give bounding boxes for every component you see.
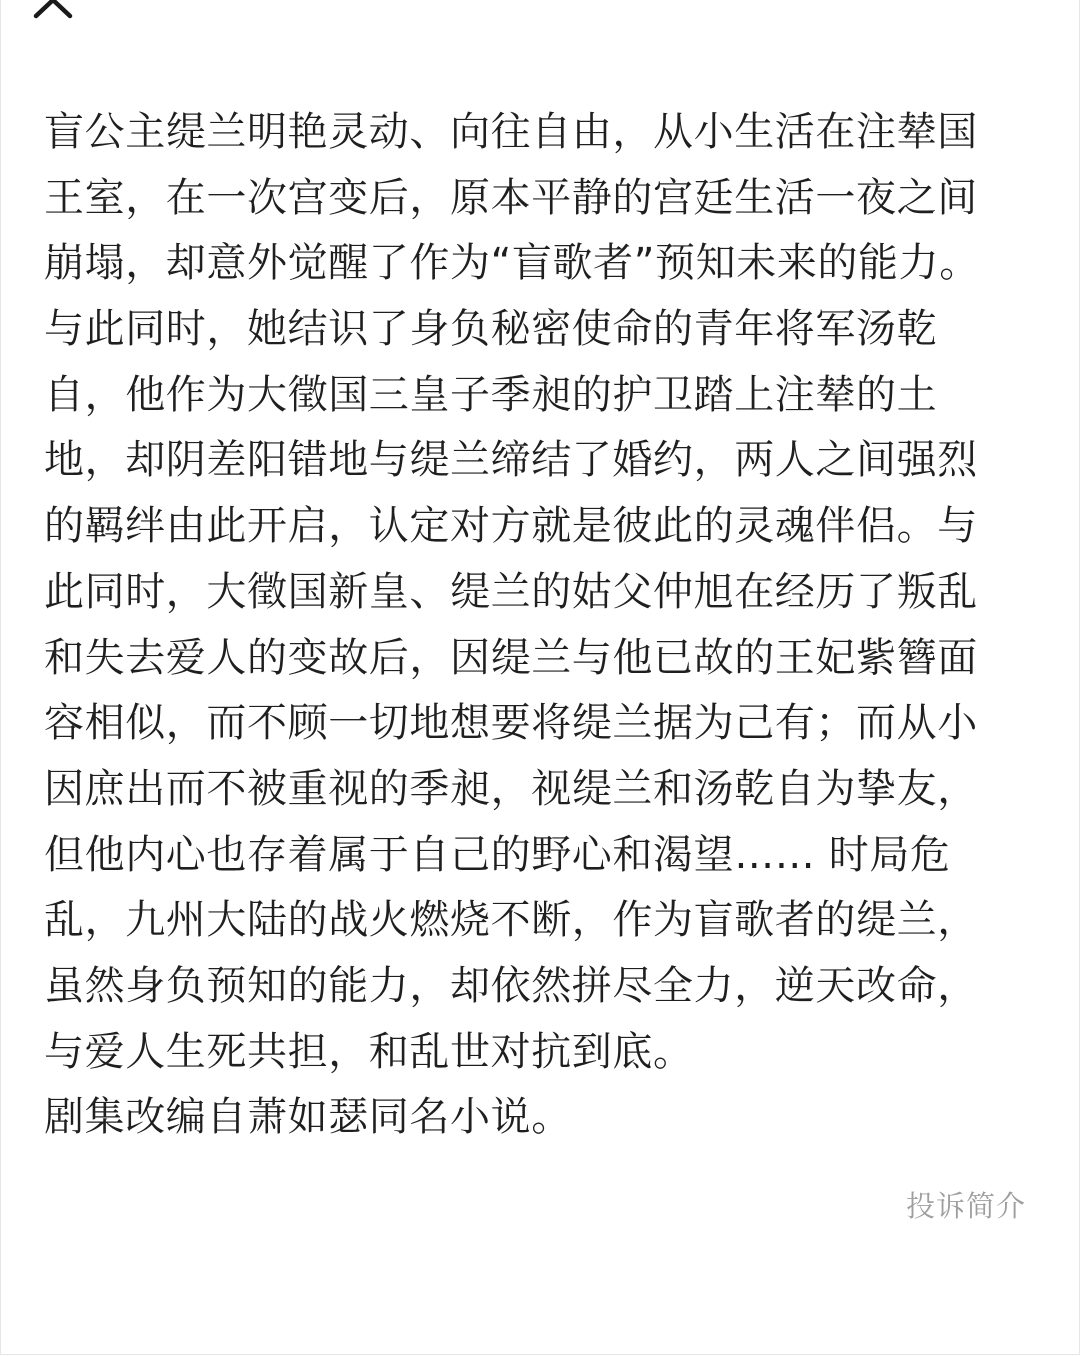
- synopsis-line: 容相似，而不顾一切地想要将缇兰据为己有；而从小: [44, 700, 978, 747]
- synopsis-line: 王室，在一次宫变后，原本平静的宫廷生活一夜之间: [44, 174, 978, 221]
- synopsis-line: 乱，九州大陆的战火燃烧不断，作为盲歌者的缇兰，: [44, 897, 978, 944]
- close-button[interactable]: [26, 0, 82, 20]
- synopsis-line: 因庶出而不被重视的季昶，视缇兰和汤乾自为挚友，: [44, 765, 978, 812]
- synopsis-line: 与爱人生死共担，和乱世对抗到底。: [44, 1028, 694, 1075]
- close-icon: [26, 0, 82, 20]
- synopsis-line: 崩塌，却意外觉醒了作为“盲歌者”预知未来的能力。: [44, 240, 980, 287]
- synopsis-line: 地，却阴差阳错地与缇兰缔结了婚约，两人之间强烈: [44, 437, 978, 484]
- synopsis-line: 和失去爱人的变故后，因缇兰与他已故的王妃紫簪面: [44, 634, 978, 681]
- synopsis-line: 的羁绊由此开启，认定对方就是彼此的灵魂伴侣。与: [44, 503, 978, 550]
- synopsis-line: 剧集改编自萧如瑟同名小说。: [44, 1094, 572, 1141]
- report-synopsis-link[interactable]: 投诉简介: [905, 1189, 1026, 1223]
- synopsis-line: 但他内心也存着属于自己的野心和渴望…… 时局危: [44, 831, 951, 878]
- synopsis-line: 虽然身负预知的能力，却依然拼尽全力，逆天改命，: [44, 962, 978, 1009]
- synopsis-text: [44, 100, 1034, 1151]
- synopsis-line: 自，他作为大徵国三皇子季昶的护卫踏上注辇的土: [44, 371, 938, 418]
- synopsis-line: 与此同时，她结识了身负秘密使命的青年将军汤乾: [44, 306, 938, 353]
- synopsis-line: 盲公主缇兰明艳灵动、向往自由，从小生活在注辇国: [44, 109, 978, 155]
- synopsis-line: 此同时，大徵国新皇、缇兰的姑父仲旭在经历了叛乱: [44, 568, 978, 615]
